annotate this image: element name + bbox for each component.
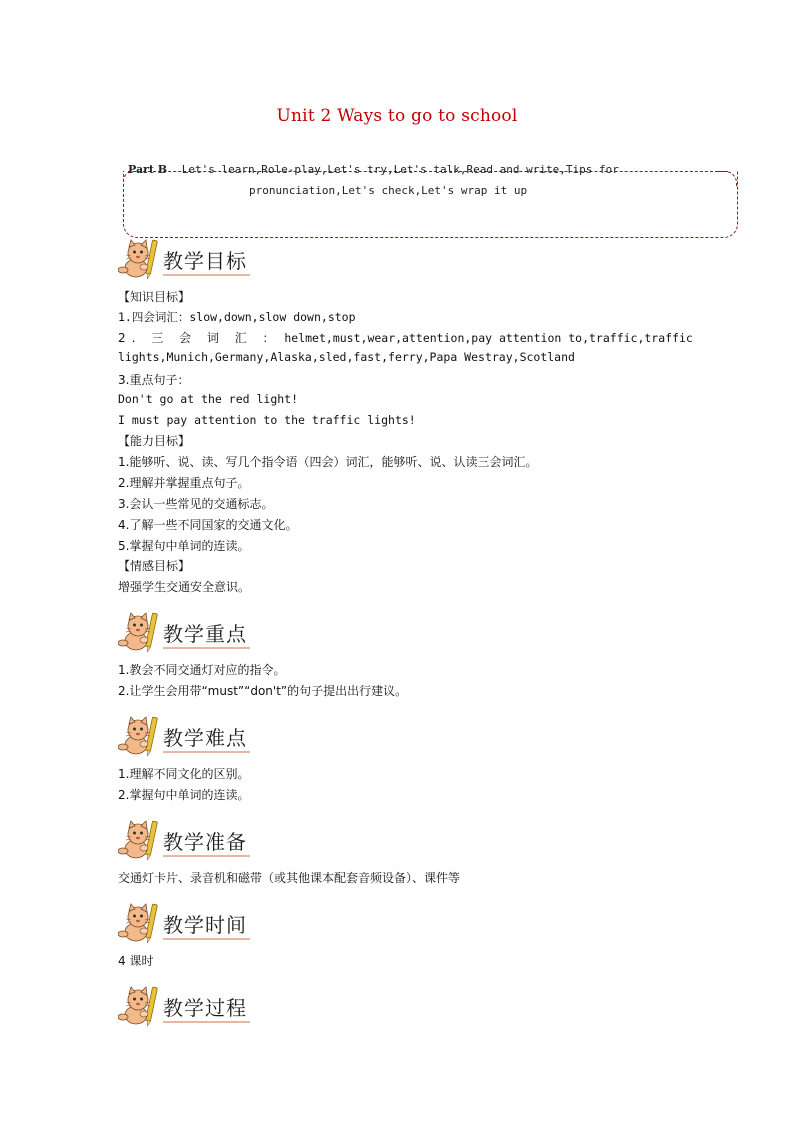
ability-item-5: 5.掌握句中单词的连读。 [118,539,250,553]
cat-pencil-icon [118,714,162,758]
section-title: 教学重点 [163,618,250,649]
section-title: 教学时间 [163,909,250,940]
part-label: Part B [128,163,168,176]
cat-pencil-icon [118,610,162,654]
section-title: 教学准备 [163,826,250,857]
key-sentence-1: Don't go at the red light! [118,392,299,406]
ability-label: 【能力目标】 [118,434,191,448]
preparation-text: 交通灯卡片、录音机和磁带（或其他课本配套音频设备）、课件等 [118,871,461,885]
knowledge-item-2-cont: lights,Munich,Germany,Alaska,sled,fast,ferry,Papa Westray,Scotland [118,350,575,364]
part-line-1 [128,163,728,176]
section-heading-process [118,984,268,1028]
cat-pencil-icon [118,901,162,945]
keypoint-item-1: 1.教会不同交通灯对应的指令。 [118,663,286,677]
knowledge-item-2-words: helmet,must,wear,attention,pay attention to,traffic,traffic [284,331,693,345]
section-heading-objectives [118,237,268,281]
part-box [123,171,738,238]
section-heading-preparation [118,818,268,862]
knowledge-label: 【知识目标】 [118,290,191,304]
keypoint-item-2: 2.让学生会用带“must”“don't”的句子提出出行建议。 [118,684,408,698]
section-heading-difficulties [118,714,268,758]
ability-item-3: 3.会认一些常见的交通标志。 [118,497,274,511]
section-title: 教学过程 [163,992,250,1023]
ability-item-1: 1.能够听、说、读、写几个指令语（四会）词汇，能够听、说、认读三会词汇。 [118,455,538,469]
knowledge-item-2 [118,329,693,346]
section-title: 教学难点 [163,722,250,753]
difficulty-item-2: 2.掌握句中单词的连读。 [118,788,250,802]
part-line-2: pronunciation,Let's check,Let's wrap it up [249,184,528,197]
knowledge-item-2-prefix: 2. 三 会 词 汇 ： [118,331,281,345]
section-heading-time [118,901,268,945]
ability-item-2: 2.理解并掌握重点句子。 [118,476,250,490]
emotion-label: 【情感目标】 [118,559,191,573]
key-sentence-2: I must pay attention to the traffic lights! [118,413,416,427]
difficulty-item-1: 1.理解不同文化的区别。 [118,767,250,781]
section-title: 教学目标 [163,245,250,276]
emotion-item-1: 增强学生交通安全意识。 [118,580,251,594]
cat-pencil-icon [118,984,162,1028]
knowledge-item-3: 3.重点句子： [118,373,190,387]
time-text: 4 课时 [118,954,154,968]
ability-item-4: 4.了解一些不同国家的交通文化。 [118,518,298,532]
part-activities: Let's learn,Role-play,Let's try,Let's talk,Read and write,Tips for [181,163,619,176]
section-heading-keypoints [118,610,268,654]
cat-pencil-icon [118,818,162,862]
cat-pencil-icon [118,237,162,281]
knowledge-item-1: 1.四会词汇：slow,down,slow down,stop [118,310,356,324]
document-title: Unit 2 Ways to go to school [276,106,518,126]
